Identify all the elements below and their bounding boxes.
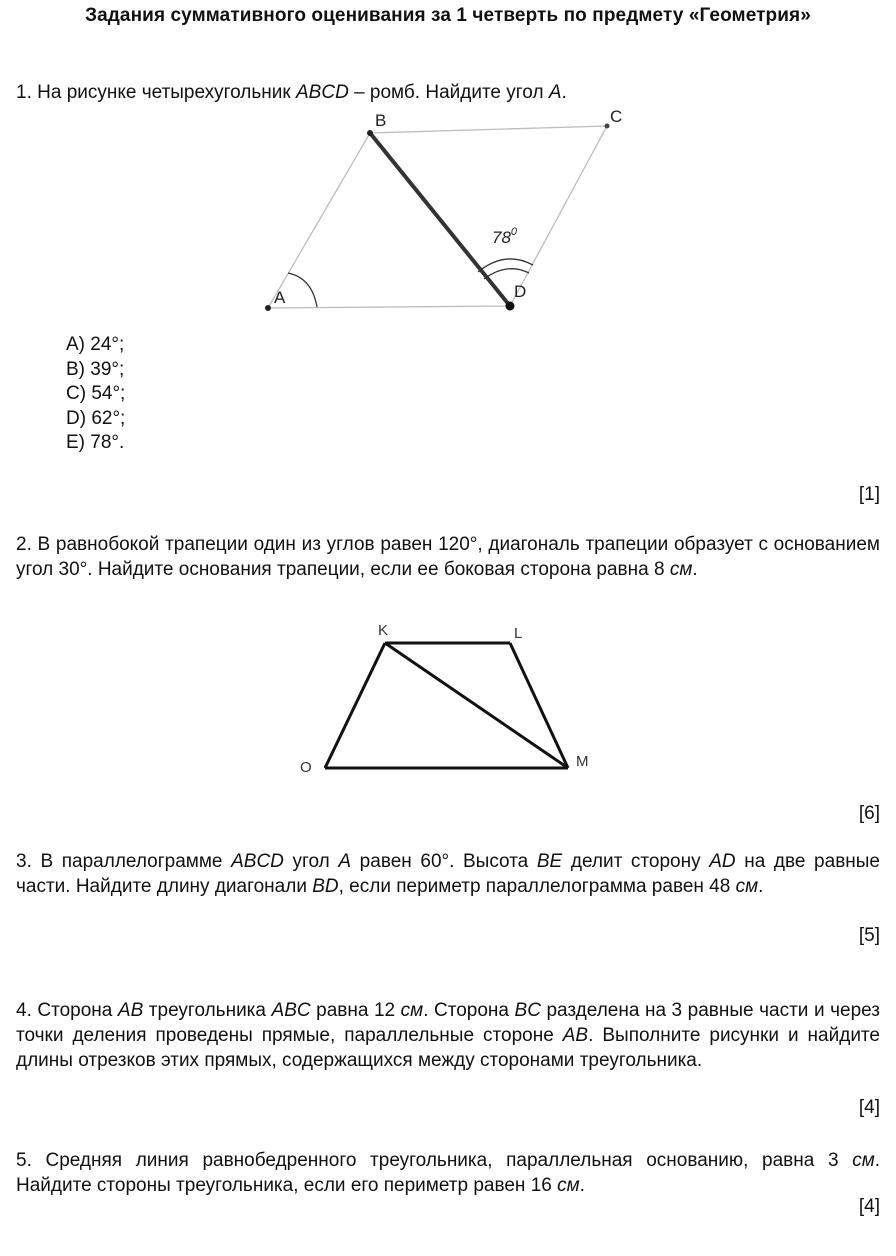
angle-arc-d-outer — [478, 259, 533, 272]
label-d: D — [514, 282, 527, 301]
page-title: Задания суммативного оценивания за 1 четверть по предмету «Геометрия» — [85, 5, 811, 26]
score-q3: [5] — [858, 925, 880, 946]
label-o: O — [300, 759, 312, 776]
label-k: K — [378, 622, 389, 639]
question-3-text: 3. В параллелограмме ABCD угол A равен 60°. Высота BE делит сторону AD на две равные части. Найдите длину диагонали BD, если периметр параллелограмма равен 48 см. — [16, 851, 880, 897]
label-a: A — [274, 288, 286, 307]
question-2-text: 2. В равнобокой трапеции один из углов равен 120°, диагональ трапеции образует с основанием угол 30°. Найдите основания трапеции, если ее боковая сторона равна 8 см. — [16, 534, 880, 580]
label-l: L — [514, 625, 523, 642]
answer-options — [66, 333, 125, 456]
option-d: D) 62°; — [66, 407, 126, 429]
question-1-text: 1. На рисунке четырехугольник ABCD – ромб. Найдите угол A. — [16, 82, 567, 103]
rhombus-figure — [0, 0, 896, 330]
vertex-a-dot — [265, 305, 271, 311]
score-q1: [1] — [858, 484, 880, 505]
label-c: C — [610, 107, 623, 126]
angle-label-d: $78^0$ — [492, 226, 518, 247]
option-a: A) 24°; — [66, 334, 125, 355]
vertex-c-dot — [605, 124, 610, 129]
question-5-text: 5. Средняя линия равнобедренного треугольника, параллельная основанию, равна 3 см. Найдите стороны треугольника, если его периметр равен 16 см. — [16, 1150, 880, 1196]
label-m: M — [576, 753, 589, 770]
diagonal-bd — [370, 133, 510, 306]
option-c: C) 54°; — [66, 383, 126, 404]
option-b: B) 39°; — [66, 358, 125, 380]
trapezoid-sides — [325, 643, 568, 768]
question-4-text: 4. Сторона AB треугольника ABC равна 12 см. Сторона BC разделена на 3 равные части и через точки деления проведены прямые, параллельные стороне AB. Выполните рисунки и найдите длины отрезков этих прямых, содержащихся между сторонами треугольника. — [16, 1000, 881, 1071]
score-q4: [4] — [858, 1097, 880, 1118]
score-q5: [4] — [858, 1196, 880, 1217]
vertex-d-dot — [506, 302, 515, 311]
angle-arc-d-inner — [484, 269, 529, 279]
angle-arc-a — [288, 273, 317, 307]
label-b: B — [375, 111, 387, 130]
option-e: E) 78°. — [66, 432, 125, 453]
vertex-b-dot — [367, 130, 373, 136]
trapezoid-figure — [0, 600, 896, 790]
score-q2: [6] — [858, 803, 880, 824]
